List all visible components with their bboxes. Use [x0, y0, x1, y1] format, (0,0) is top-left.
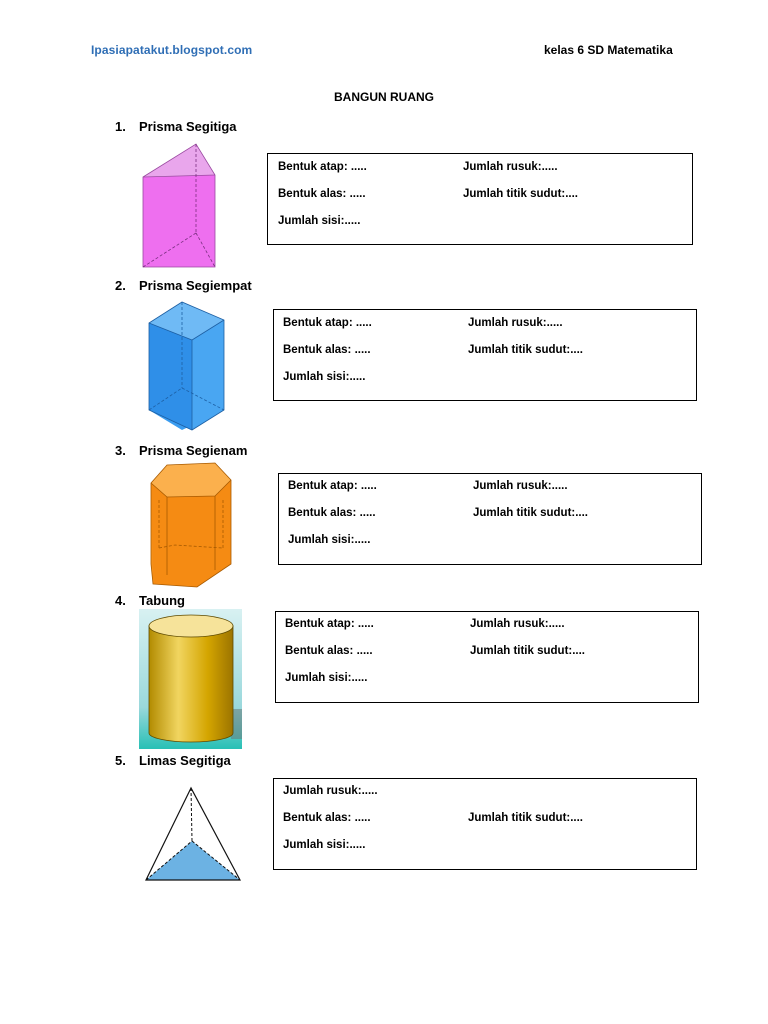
- page-title: BANGUN RUANG: [334, 90, 434, 104]
- field-sisi: Jumlah sisi:.....: [288, 534, 371, 546]
- field-titik: Jumlah titik sudut:....: [463, 188, 579, 200]
- field-atap: Bentuk atap: .....: [288, 480, 377, 492]
- field-sisi: Jumlah sisi:.....: [283, 371, 366, 383]
- triangular-pyramid-icon: [140, 783, 244, 885]
- field-rusuk: Jumlah rusuk:.....: [470, 618, 565, 630]
- item-number: 4.: [115, 593, 126, 608]
- item-number: 1.: [115, 119, 126, 134]
- info-box-4: [275, 611, 699, 703]
- item-name: Prisma Segitiga: [139, 119, 237, 134]
- field-sisi: Jumlah sisi:.....: [283, 839, 366, 851]
- rectangular-prism-icon: [140, 298, 232, 438]
- class-label: kelas 6 SD Matematika: [544, 43, 673, 57]
- info-box-3: [278, 473, 702, 565]
- field-atap: Bentuk atap: .....: [278, 161, 367, 173]
- field-rusuk: Jumlah rusuk:.....: [463, 161, 558, 173]
- field-sisi: Jumlah sisi:.....: [278, 215, 361, 227]
- item-number: 5.: [115, 753, 126, 768]
- item-heading-2: [115, 278, 252, 293]
- field-rusuk: Jumlah rusuk:.....: [468, 317, 563, 329]
- field-titik: Jumlah titik sudut:....: [468, 812, 584, 824]
- field-atap: Bentuk atap: .....: [283, 317, 372, 329]
- info-box-1: [267, 153, 693, 245]
- item-heading-1: [115, 119, 237, 134]
- hexagonal-prism-icon: [145, 460, 237, 592]
- field-rusuk: Jumlah rusuk:.....: [283, 785, 378, 797]
- item-name: Prisma Segiempat: [139, 278, 252, 293]
- item-heading-5: [115, 753, 231, 768]
- field-atap: Bentuk atap: .....: [285, 618, 374, 630]
- field-alas: Bentuk alas: .....: [283, 812, 371, 824]
- field-alas: Bentuk alas: .....: [283, 344, 371, 356]
- field-titik: Jumlah titik sudut:....: [470, 645, 586, 657]
- info-box-2: [273, 309, 697, 401]
- field-alas: Bentuk alas: .....: [288, 507, 376, 519]
- item-heading-3: [115, 443, 247, 458]
- item-number: 3.: [115, 443, 126, 458]
- field-rusuk: Jumlah rusuk:.....: [473, 480, 568, 492]
- item-name: Tabung: [139, 593, 185, 608]
- field-titik: Jumlah titik sudut:....: [468, 344, 584, 356]
- item-name: Limas Segitiga: [139, 753, 231, 768]
- field-alas: Bentuk alas: .....: [278, 188, 366, 200]
- triangular-prism-icon: [140, 140, 220, 270]
- item-name: Prisma Segienam: [139, 443, 248, 458]
- blog-link[interactable]: Ipasiapatakut.blogspot.com: [91, 43, 253, 57]
- info-box-5: [273, 778, 697, 870]
- cylinder-icon: [139, 609, 242, 749]
- field-alas: Bentuk alas: .....: [285, 645, 373, 657]
- item-number: 2.: [115, 278, 126, 293]
- field-sisi: Jumlah sisi:.....: [285, 672, 368, 684]
- field-titik: Jumlah titik sudut:....: [473, 507, 589, 519]
- item-heading-4: [115, 593, 185, 608]
